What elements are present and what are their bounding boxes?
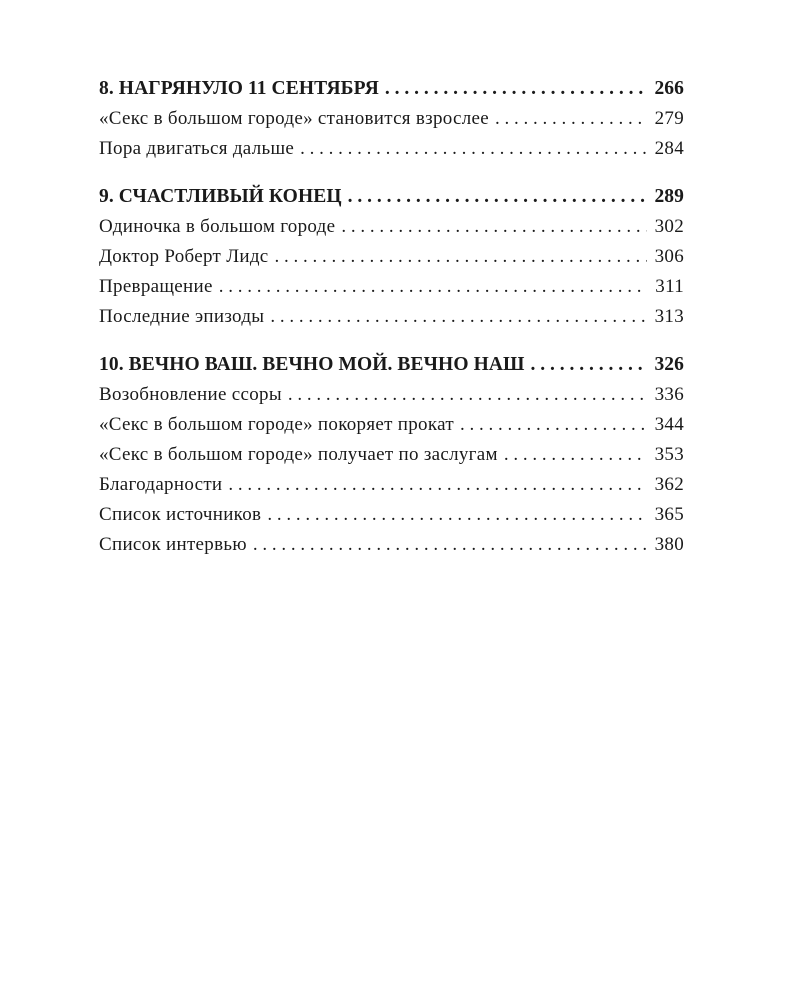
page-number: 266 [654, 78, 684, 99]
chapter-heading [99, 350, 684, 380]
entry-title: Доктор Роберт Лидс [99, 246, 269, 267]
dot-leader [460, 410, 647, 440]
dot-leader [348, 182, 647, 212]
page-number: 336 [654, 384, 684, 405]
page-number: 279 [654, 108, 684, 129]
dot-leader [300, 134, 646, 164]
dot-leader [495, 104, 647, 134]
toc-entry [99, 410, 684, 440]
chapter-title: 8. НАГРЯНУЛО 11 СЕНТЯБРЯ [99, 78, 379, 99]
chapter-title: 9. СЧАСТЛИВЫЙ КОНЕЦ [99, 186, 342, 207]
toc-entry [99, 272, 684, 302]
toc-chapter-8 [99, 74, 684, 164]
page-number: 289 [654, 186, 684, 207]
page-number: 302 [654, 216, 684, 237]
dot-leader [341, 212, 646, 242]
toc-entry [99, 470, 684, 500]
dot-leader [270, 302, 646, 332]
chapter-heading [99, 74, 684, 104]
entry-title: Пора двигаться дальше [99, 138, 295, 159]
page-number: 311 [655, 276, 684, 297]
page-number: 284 [654, 138, 684, 159]
entry-title: Список интервью [99, 534, 247, 555]
chapter-title: 10. ВЕЧНО ВАШ. ВЕЧНО МОЙ. ВЕЧНО НАШ [99, 354, 525, 375]
toc-entry [99, 380, 684, 410]
dot-leader [253, 530, 647, 560]
entry-title: Превращение [99, 276, 213, 297]
toc-entry [99, 530, 684, 560]
page-number: 326 [654, 354, 684, 375]
toc-entry [99, 302, 684, 332]
page-number: 353 [654, 444, 684, 465]
dot-leader [275, 242, 647, 272]
chapter-heading [99, 182, 684, 212]
page-number: 344 [654, 414, 684, 435]
entry-title: «Секс в большом городе» становится взрослее [99, 108, 490, 129]
toc-chapter-9 [99, 182, 684, 332]
entry-title: Одиночка в большом городе [99, 216, 336, 237]
entry-title: «Секс в большом городе» получает по заслугам [99, 444, 498, 465]
page-number: 362 [654, 474, 684, 495]
dot-leader [228, 470, 646, 500]
page-number: 313 [654, 306, 684, 327]
dot-leader [504, 440, 647, 470]
page-number: 365 [654, 504, 684, 525]
toc-entry [99, 440, 684, 470]
toc-entry [99, 134, 684, 164]
dot-leader [385, 74, 647, 104]
table-of-contents [99, 74, 684, 578]
dot-leader [531, 350, 647, 380]
page-number: 380 [654, 534, 684, 555]
entry-title: Возобновление ссоры [99, 384, 282, 405]
entry-title: «Секс в большом городе» покоряет прокат [99, 414, 454, 435]
entry-title: Благодарности [99, 474, 223, 495]
dot-leader [288, 380, 647, 410]
entry-title: Последние эпизоды [99, 306, 265, 327]
toc-entry [99, 104, 684, 134]
toc-entry [99, 500, 684, 530]
entry-title: Список источников [99, 504, 262, 525]
toc-chapter-10 [99, 350, 684, 560]
dot-leader [267, 500, 646, 530]
dot-leader [219, 272, 648, 302]
toc-entry [99, 242, 684, 272]
toc-entry [99, 212, 684, 242]
page-number: 306 [654, 246, 684, 267]
